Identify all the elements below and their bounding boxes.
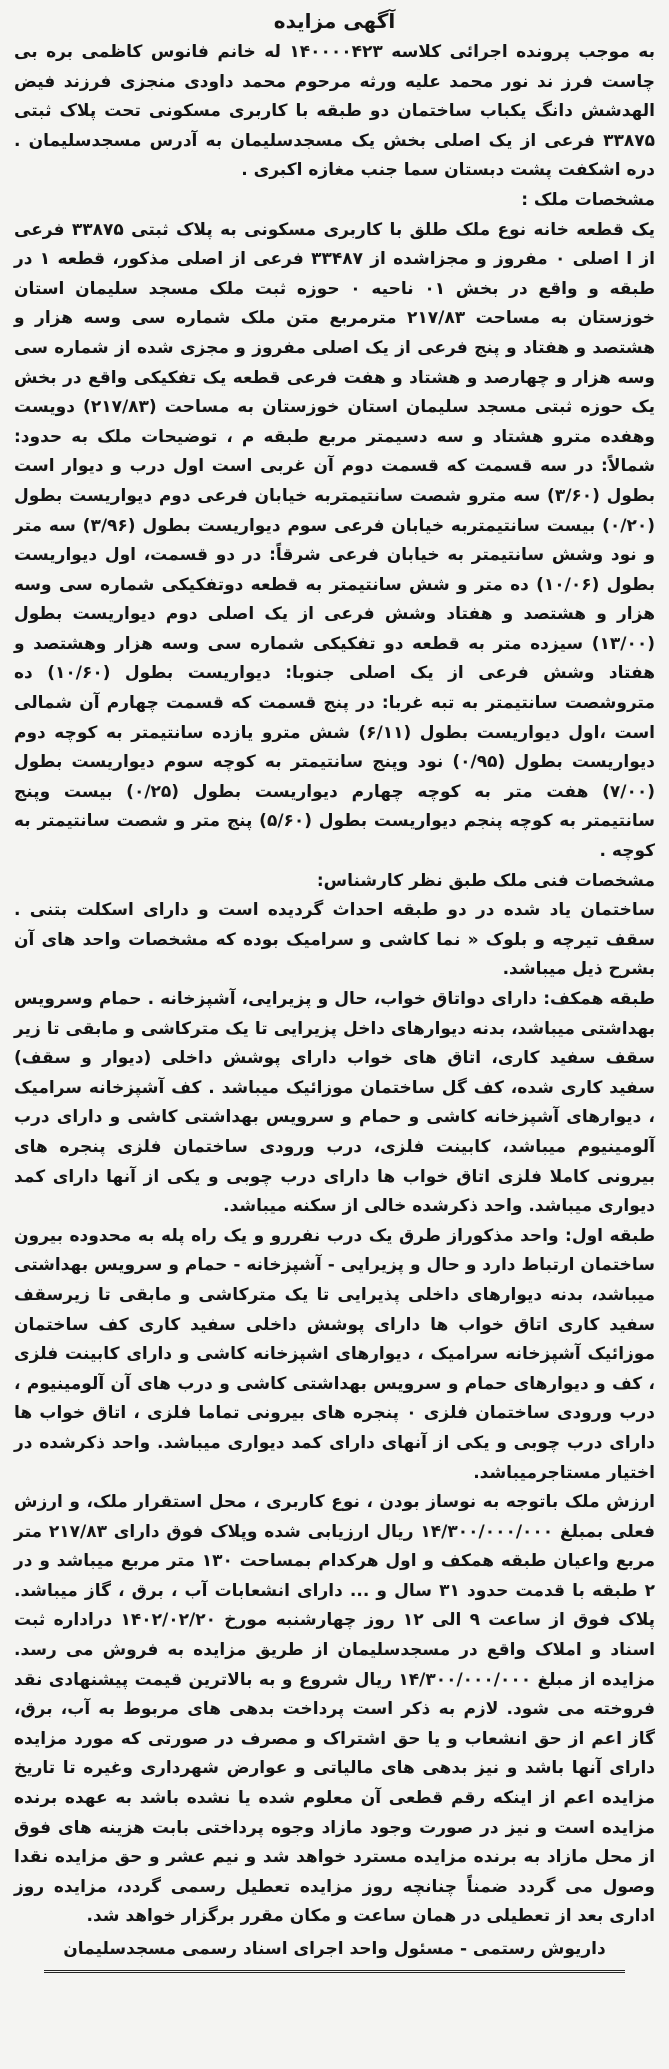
ground-floor-paragraph: طبقه همکف: دارای دواتاق خواب، حال و پزیرایی، آشپزخانه . حمام وسرویس بهداشتی میباشد، بدنه دیوارهای داخل پزیرایی تا یک مترکاشی و مابقی تا زیر سقف سفید کاری، اتاق های خواب دارای پوشش داخلی (دیوار و سقف) سفید کاری شده، کف گل ساختمان موزائیک میباشد . کف آشپزخانه سرامیک ، دیوارهای آشپزخانه کاشی و حمام و سرویس بهداشتی کاشی و دارای درب آلومینیوم میباشد، کابینت فلزی، درب ورودی ساختمان فلزی پنجره های بیرونی کاملا فلزی اتاق خواب ها دارای درب چوبی و یکی از آنها دارای کمد دیواری میباشد. واحد ذکرشده خالی از سکنه میباشد. [14, 989, 655, 1217]
intro-paragraph: به موجب پرونده اجرائی کلاسه ۱۴۰۰۰۰۴۲۳ له خانم فانوس کاظمی بره بی چاست فرز ند نور محمد علیه ورثه مرحوم محمد داودی منجزی فرزند فیض الهدشش دانگ یکباب ساختمان دو طبقه با کاربری مسکونی تحت پلاک ثبتی ۳۳۸۷۵ فرعی از یک اصلی بخش یک مسجدسلیمان به آدرس مسجدسلیمان . دره اشکفت پشت دبستان سما جنب مغازه اکبری . [14, 42, 655, 181]
property-heading: مشخصات ملک : [521, 189, 655, 210]
technical-heading: مشخصات فنی ملک طبق نظر کارشناس: [316, 870, 655, 891]
property-description-paragraph: یک قطعه خانه نوع ملک طلق با کاربری مسکونی به پلاک ثبتی ۳۳۸۷۵ فرعی از ا اصلی ۰ مفروز و مجزاشده از ۳۳۴۸۷ فرعی از اصلی مذکور، قطعه ۱ در طبقه و واقع در بخش ۰۱ ناحیه ۰ حوزه ثبت ملک مسجد سلیمان استان خوزستان به مساحت ۲۱۷/۸۳ مترمربع متن ملک شماره سی وسه هزار و هشتصد و هفتاد و پنج فرعی از یک اصلی مفروز و مجزی شده از شماره سی وسه هزار و چهارصد و هشتاد و هفت فرعی قطعه یک تفکیکی واقع در بخش یک حوزه ثبتی مسجد سلیمان استان خوزستان به مساحت (۲۱۷/۸۳) دویست وهفده مترو هشتاد و سه دسیمتر مربع طبقه م ، توضیحات ملک به حدود: شمالاً: در سه قسمت که قسمت دوم آن غربی است اول درب و دیوار است بطول (۳/۶۰) سه مترو شصت سانتیمتربه خیابان فرعی دوم دیواریست بطول (۰/۲۰) بیست سانتیمتربه خیابان فرعی سوم دیواریست بطول (۳/۹۶) سه متر و نود وشش سانتیمتر به خیابان فرعی شرقاً: در دو قسمت، اول دیواریست بطول (۱۰/۰۶) ده متر و شش سانتیمتر به قطعه دوتفکیکی شماره سی وسه هزار و هشتصد و هفتاد وشش فرعی از یک اصلی دوم دیواریست بطول (۱۳/۰۰) سیزده متر به قطعه دو تفکیکی شماره سی وسه هزار وهشتصد و هفتاد وشش فرعی از یک اصلی جنوبا: دیواریست بطول (۱۰/۶۰) ده متروشصت سانتیمتر به تبه غربا: در پنج قسمت که قسمت چهارم آن شمالی است ،اول دیواریست بطول (۶/۱۱) شش مترو یازده سانتیمتر به کوچه دوم دیواریست بطول (۰/۹۵) نود وپنج سانتیمتر به کوچه سوم دیواریست بطول (۷/۰۰) هفت متر به کوچه چهارم دیواریست بطول (۰/۲۵) بیست وپنج سانتیمتر به کوچه پنجم دیواریست بطول (۵/۶۰) پنج متر و شصت سانتیمتر به کوچه . [14, 219, 656, 862]
notice-title: آگهی مزایده [273, 9, 396, 33]
technical-intro-paragraph: ساختمان یاد شده در دو طبقه احداث گردیده است و دارای اسکلت بتنی . سقف تیرچه و بلوک « نما کاشی و سرامیک بوده که مشخصات واحد های آن بشرح ذیل میباشد. [14, 900, 655, 980]
first-floor-paragraph: طبقه اول: واحد مذکوراز طرق یک درب نفررو و یک راه پله به محدوده بیرون ساختمان ارتباط دارد و حال و پزیرایی - آشپزخانه - حمام و سرویس بهداشتی میباشد، بدنه دیوارهای داخلی پذیرایی تا یک مترکاشی و مابقی تا زیرسقف سفید کاری اتاق خواب ها دارای پوشش داخلی سفید کاری کف ساختمان موزائیک آشپزخانه سرامیک ، دیوارهای اشپزخانه کاشی و دارای کابینت فلزی ، کف و دیوارهای حمام و سرویس بهداشتی کاشی و درب های آن آلومینیوم ، درب ورودی ساختمان فلزی ۰ پنجره های بیرونی تماما فلزی ، اتاق خواب ها دارای درب چوبی و یکی از آنهای دارای کمد دیواری میباشد. واحد ذکرشده در اختیار مستاجرمیباشد. [14, 1225, 655, 1483]
bottom-divider [44, 1970, 625, 1977]
signature-line: داریوش رستمی - مسئول واحد اجرای اسناد رسمی مسجدسلیمان [63, 1939, 606, 1959]
valuation-paragraph: ارزش ملک باتوجه به نوساز بودن ، نوع کاربری ، محل استقرار ملک، و ارزش فعلی بمبلغ ۱۴/۳۰۰/۰۰۰/۰۰۰ ریال ارزیابی شده وپلاک فوق دارای ۲۱۷/۸۳ متر مربع واعیان طبقه همکف و اول هرکدام بمساحت ۱۳۰ متر مربع میباشد و در ۲ طبقه با قدمت حدود ۳۱ سال و ... دارای انشعابات آب ، برق ، گاز میباشد. پلاک فوق از ساعت ۹ الی ۱۲ روز چهارشنبه مورخ ۱۴۰۲/۰۲/۲۰ دراداره ثبت اسناد و املاک واقع در مسجدسلیمان از طریق مزایده به فروش می رسد. مزایده از مبلغ ۱۴/۳۰۰/۰۰۰/۰۰۰ ریال شروع و به بالاترین قیمت پیشنهادی نقد فروخته می شود. لازم به ذکر است پرداخت بدهی های مربوط به آب، برق، گاز اعم از حق انشعاب و یا حق اشتراک و مصرف در صورتی که مورد مزایده دارای آنها باشد و نیز بدهی های مالیاتی و عوارض شهرداری وغیره تا تاریخ مزایده اعم از اینکه رقم قطعی آن معلوم شده یا نشده باشد به عهده برنده مزایده است و نیز در صورت وجود مازاد وجوه پرداختی بابت هزینه های فوق از محل مازاد به برنده مزایده مسترد خواهد شد و نیم عشر و حق مزایده نقدا وصول می گردد ضمناً چنانچه روز مزایده تعطیل رسمی گردد، مزایده روز اداری بعد از تعطیلی در همان ساعت و مکان مقرر برگزار خواهد شد. [14, 1492, 656, 1927]
